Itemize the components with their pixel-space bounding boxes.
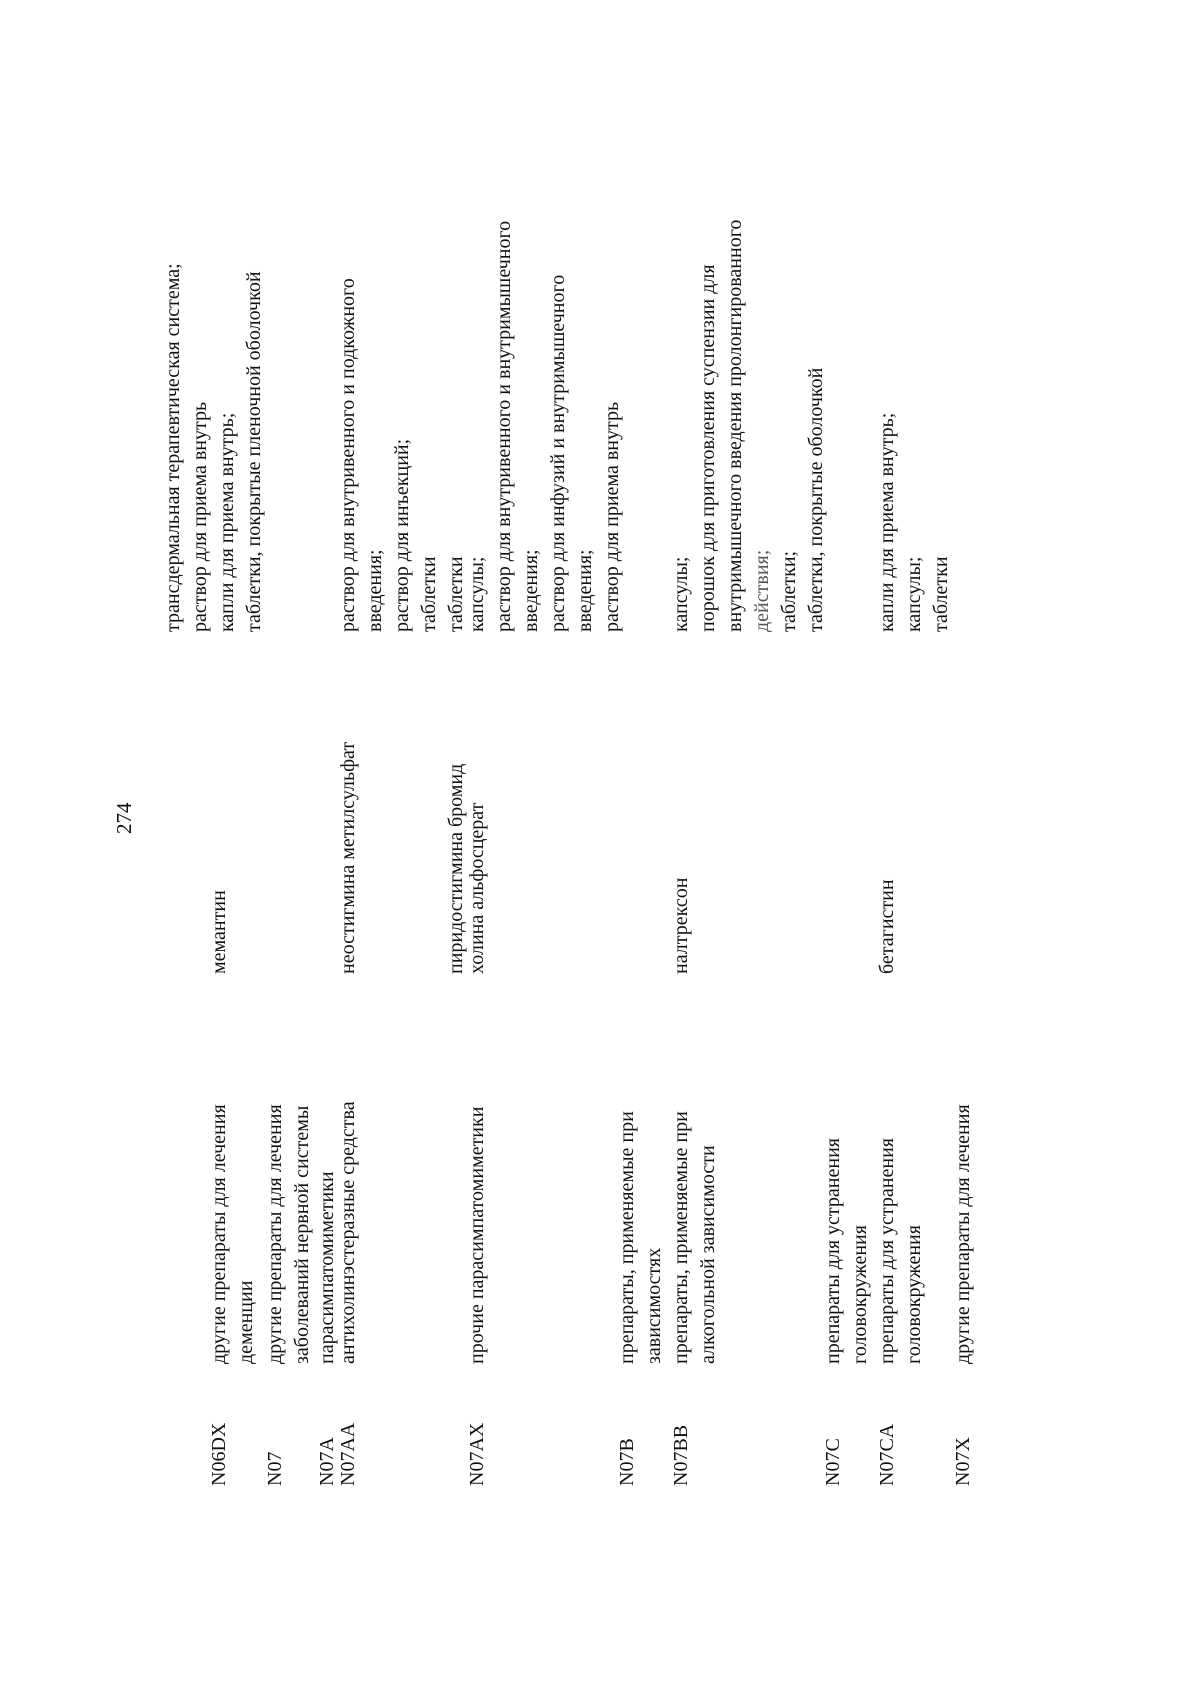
atc-code bbox=[820, 1376, 847, 1486]
atc-code-value: N06DX bbox=[208, 1422, 230, 1486]
atc-code bbox=[464, 1376, 491, 1486]
atc-code-value: N07 bbox=[264, 1451, 286, 1486]
atc-code-value: N07X bbox=[952, 1437, 974, 1486]
form-line: внутримышечного введения пролонгированного bbox=[724, 219, 746, 632]
drug-name bbox=[206, 644, 233, 974]
form-line: таблетки; bbox=[778, 550, 800, 632]
group-line: препараты, применяемые при bbox=[670, 1111, 692, 1364]
atc-code-value: N07CA bbox=[876, 1423, 898, 1486]
group-line: головокружения bbox=[849, 1225, 871, 1364]
atc-code bbox=[614, 1376, 641, 1486]
group-line: заболеваний нервной системы bbox=[291, 1105, 313, 1364]
group-line: алкогольной зависимости bbox=[697, 1145, 719, 1364]
drug-name bbox=[335, 644, 362, 974]
dosage-forms bbox=[464, 0, 626, 632]
group-line: другие препараты для лечения bbox=[952, 1104, 974, 1364]
form-line: введения; bbox=[364, 549, 386, 632]
form-line: таблетки bbox=[930, 556, 952, 632]
group-line: антихолинэстеразные средства bbox=[337, 1101, 359, 1364]
form-line: порошок для приготовления суспензии для bbox=[697, 264, 719, 632]
form-line: таблетки bbox=[445, 556, 467, 632]
form-line: введения; bbox=[520, 549, 542, 632]
atc-code bbox=[874, 1376, 901, 1486]
group-line: препараты для устранения bbox=[876, 1138, 898, 1364]
atc-group-name bbox=[820, 1004, 874, 1364]
atc-group-name bbox=[668, 1004, 722, 1364]
drug-line: пиридостигмина бромид bbox=[445, 763, 467, 974]
drug-line: налтрексон bbox=[670, 877, 692, 974]
atc-code-value: N07C bbox=[822, 1438, 844, 1486]
atc-code-value: N07BB bbox=[670, 1424, 692, 1486]
atc-code-value: N07A bbox=[316, 1437, 338, 1486]
group-line: деменции bbox=[235, 1280, 257, 1364]
atc-code-value: N07B bbox=[616, 1438, 638, 1486]
form-line: раствор для внутривенного и внутримышечного bbox=[493, 220, 515, 632]
form-line: капли для приема внутрь; bbox=[216, 412, 238, 632]
drug-line: бетагистин bbox=[876, 879, 898, 974]
group-line: другие препараты для лечения bbox=[264, 1104, 286, 1364]
form-line: таблетки, покрытые пленочной оболочкой bbox=[243, 271, 265, 632]
atc-code-value: N07AA bbox=[337, 1422, 359, 1486]
atc-group-name bbox=[262, 1004, 316, 1364]
form-line: действия; bbox=[751, 549, 773, 632]
dosage-forms bbox=[668, 0, 830, 632]
form-line: раствор для инъекций; bbox=[391, 438, 413, 632]
form-line: раствор для внутривенного и подкожного bbox=[337, 278, 359, 632]
atc-group-name bbox=[614, 1004, 668, 1364]
group-line: препараты для устранения bbox=[822, 1138, 844, 1364]
dosage-forms bbox=[160, 0, 268, 632]
atc-code bbox=[950, 1376, 977, 1486]
dosage-forms bbox=[335, 0, 443, 632]
atc-code bbox=[262, 1376, 289, 1486]
drug-line: мемантин bbox=[208, 890, 230, 974]
drug-line: неостигмина метилсульфат bbox=[337, 741, 359, 974]
atc-group-name bbox=[950, 1004, 977, 1364]
atc-group-name bbox=[464, 1004, 491, 1364]
form-line: таблетки, покрытые оболочкой bbox=[805, 367, 827, 632]
group-line: парасимпатомиметики bbox=[316, 1171, 338, 1364]
atc-code-value: N07AX bbox=[466, 1422, 488, 1486]
atc-code bbox=[668, 1376, 695, 1486]
atc-group-name bbox=[874, 1004, 928, 1364]
drug-name bbox=[464, 644, 491, 974]
atc-code bbox=[206, 1376, 233, 1486]
drug-name bbox=[668, 644, 695, 974]
form-line: капли для приема внутрь; bbox=[876, 412, 898, 632]
group-line: препараты, применяемые при bbox=[616, 1111, 638, 1364]
page-number: 274 bbox=[112, 802, 136, 834]
form-line: капсулы; bbox=[670, 556, 692, 632]
form-line: раствор для приема внутрь bbox=[601, 401, 623, 632]
dosage-forms bbox=[874, 0, 955, 632]
group-line: головокружения bbox=[903, 1225, 925, 1364]
form-line: раствор для инфузий и внутримышечного bbox=[547, 274, 569, 632]
drug-line: холина альфосцерат bbox=[466, 802, 488, 974]
form-line: введения; bbox=[574, 549, 596, 632]
group-line: зависимостях bbox=[643, 1247, 665, 1364]
drug-name bbox=[874, 644, 901, 974]
form-line: трансдермальная терапевтическая система; bbox=[162, 263, 184, 632]
atc-group-name bbox=[314, 1004, 362, 1364]
form-line: таблетки bbox=[418, 556, 440, 632]
group-line: прочие парасимпатомиметики bbox=[466, 1106, 488, 1364]
group-line: другие препараты для лечения bbox=[208, 1104, 230, 1364]
atc-group-name bbox=[206, 1004, 260, 1364]
form-line: капсулы; bbox=[903, 556, 925, 632]
form-line: раствор для приема внутрь bbox=[189, 401, 211, 632]
form-line: капсулы; bbox=[466, 556, 488, 632]
atc-code bbox=[314, 1376, 362, 1486]
